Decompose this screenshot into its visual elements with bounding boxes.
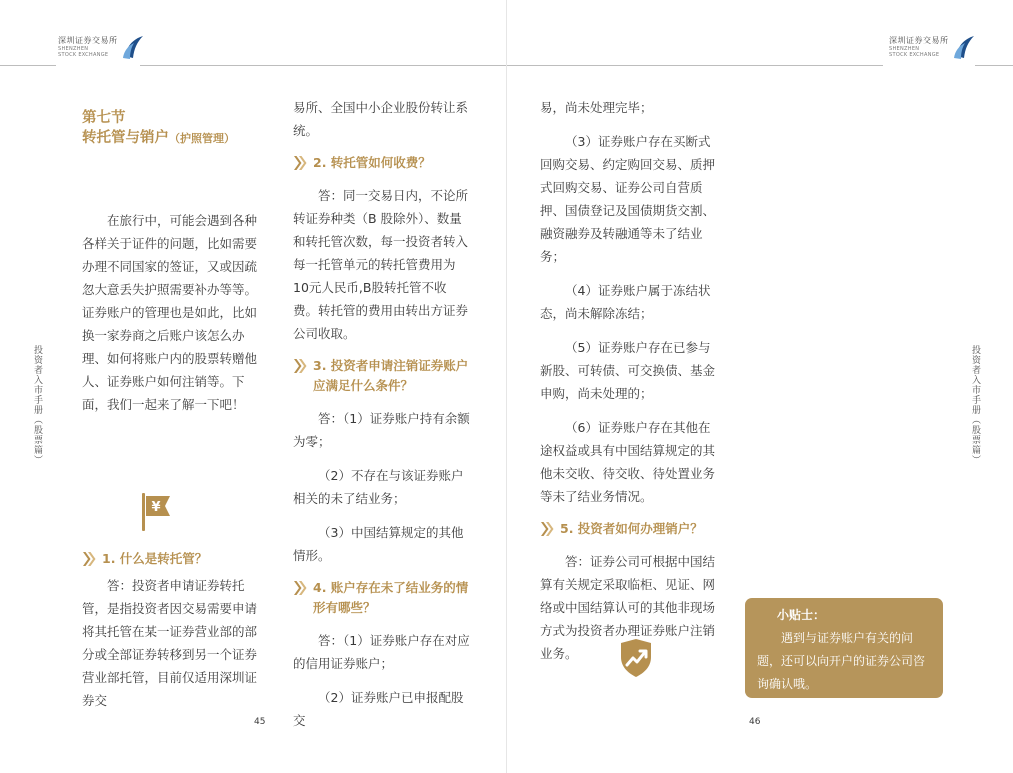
double-chevron-icon (293, 155, 307, 171)
shield-chart-icon (619, 638, 653, 678)
yuan-flag-icon (140, 492, 174, 532)
logo-cn: 深圳证券交易所 (889, 36, 949, 45)
question-4-item: 易，尚未处理完毕； (540, 100, 653, 115)
double-chevron-icon (82, 551, 96, 567)
question-3-item: 答：（1）证券账户持有余额为零； (293, 411, 470, 449)
header-rule-left-b (140, 65, 506, 66)
logo-cn: 深圳证券交易所 (58, 36, 118, 45)
question-4-item: （3）证券账户存在买断式回购交易、约定购回交易、质押式回购交易、证券公司自营质押、国债登记及国债期货交割、融资融券及转融通等未了结业务； (540, 134, 716, 264)
tip-title: 小贴士： (777, 608, 826, 622)
tip-text: 遇到与证券账户有关的问题，还可以向开户的证券公司咨询确认哦。 (757, 631, 926, 691)
logo-en: STOCK EXCHANGE (889, 52, 940, 58)
szse-logo-right (889, 34, 976, 60)
tip-box (745, 598, 943, 698)
double-chevron-icon (293, 580, 307, 596)
szse-emblem-icon (952, 34, 976, 60)
header-rule-left-a (0, 65, 56, 66)
question-2-title: 2. 转托管如何收费？ (293, 153, 471, 173)
question-3-item: （3）中国结算规定的其他情形。 (293, 525, 464, 563)
page-fold (506, 0, 507, 773)
question-4-title: 4. 账户存在未了结业务的情形有哪些？ (293, 578, 471, 618)
question-4-item: （4）证券账户属于冻结状态，尚未解除冻结； (540, 283, 711, 321)
column-2 (293, 96, 471, 732)
question-4-item: 答：（1）证券账户存在对应的信用证券账户； (293, 633, 470, 671)
logo-en: SHENZHEN (58, 46, 89, 52)
section-number: 第七节 (82, 110, 126, 126)
side-label-right: 投资者入市手册（股票篇） (970, 345, 980, 465)
szse-logo-left (58, 34, 145, 60)
question-2-answer: 答：同一交易日内，不论所转证券种类（B 股除外）、数量和转托管次数，每一投资者转入每一托管单元的转托管费用为10元人民币,B股转托管不收费。转托管的费用由转出方证券公司收取。 (293, 188, 469, 341)
side-label-left: 投资者入市手册（股票篇） (32, 345, 42, 465)
column-1 (82, 108, 260, 712)
szse-emblem-icon (121, 34, 145, 60)
section-title (82, 108, 260, 149)
question-4-item: （5）证券账户存在已参与新股、可转债、可交换债、基金申购，尚未处理的； (540, 340, 716, 401)
question-5-title: 5. 投资者如何办理销户？ (540, 519, 720, 539)
logo-en: STOCK EXCHANGE (58, 52, 109, 58)
header-rule-right-b (975, 65, 1013, 66)
question-1-answer-cont: 易所、全国中小企业股份转让系统。 (293, 100, 469, 138)
svg-text:¥: ¥ (151, 500, 161, 515)
intro-paragraph: 在旅行中，可能会遇到各种各样关于证件的问题，比如需要办理不同国家的签证，又或因疏忽大意丢失护照需要补办等等。证券账户的管理也是如此，比如换一家券商之后账户该怎么办理、如何将账户内的股票转赠他人、证券账户如何注销等。下面，我们一起来了解一下吧！ (82, 213, 258, 412)
double-chevron-icon (540, 521, 554, 537)
logo-en: SHENZHEN (889, 46, 920, 52)
section-heading: 转托管与销户（护照管理） (82, 130, 235, 146)
question-1-title: 1. 什么是转托管？ (82, 549, 260, 569)
question-3-item: （2）不存在与该证券账户相关的未了结业务； (293, 468, 464, 506)
question-1-answer: 答：投资者申请证券转托管，是指投资者因交易需要申请将其托管在某一证券营业部的部分或全部证券转移到另一个证券营业部托管，目前仅适用深圳证券交 (82, 578, 258, 708)
column-3 (540, 96, 720, 665)
question-3-title: 3. 投资者申请注销证券账户应满足什么条件？ (293, 356, 471, 396)
question-4-item: （6）证券账户存在其他在途权益或具有中国结算规定的其他未交收、待交收、待处置业务等未了结业务情况。 (540, 420, 716, 504)
page-number-left: 45 (254, 717, 266, 727)
header-rule-right-a (507, 65, 883, 66)
double-chevron-icon (293, 358, 307, 374)
page-number-right: 46 (749, 717, 761, 727)
question-4-item: （2）证券账户已申报配股交 (293, 690, 464, 728)
question-5-answer: 答：证券公司可根据中国结算有关规定采取临柜、见证、网络或中国结算认可的其他非现场方式为投资者办理证券账户注销业务。 (540, 554, 716, 661)
